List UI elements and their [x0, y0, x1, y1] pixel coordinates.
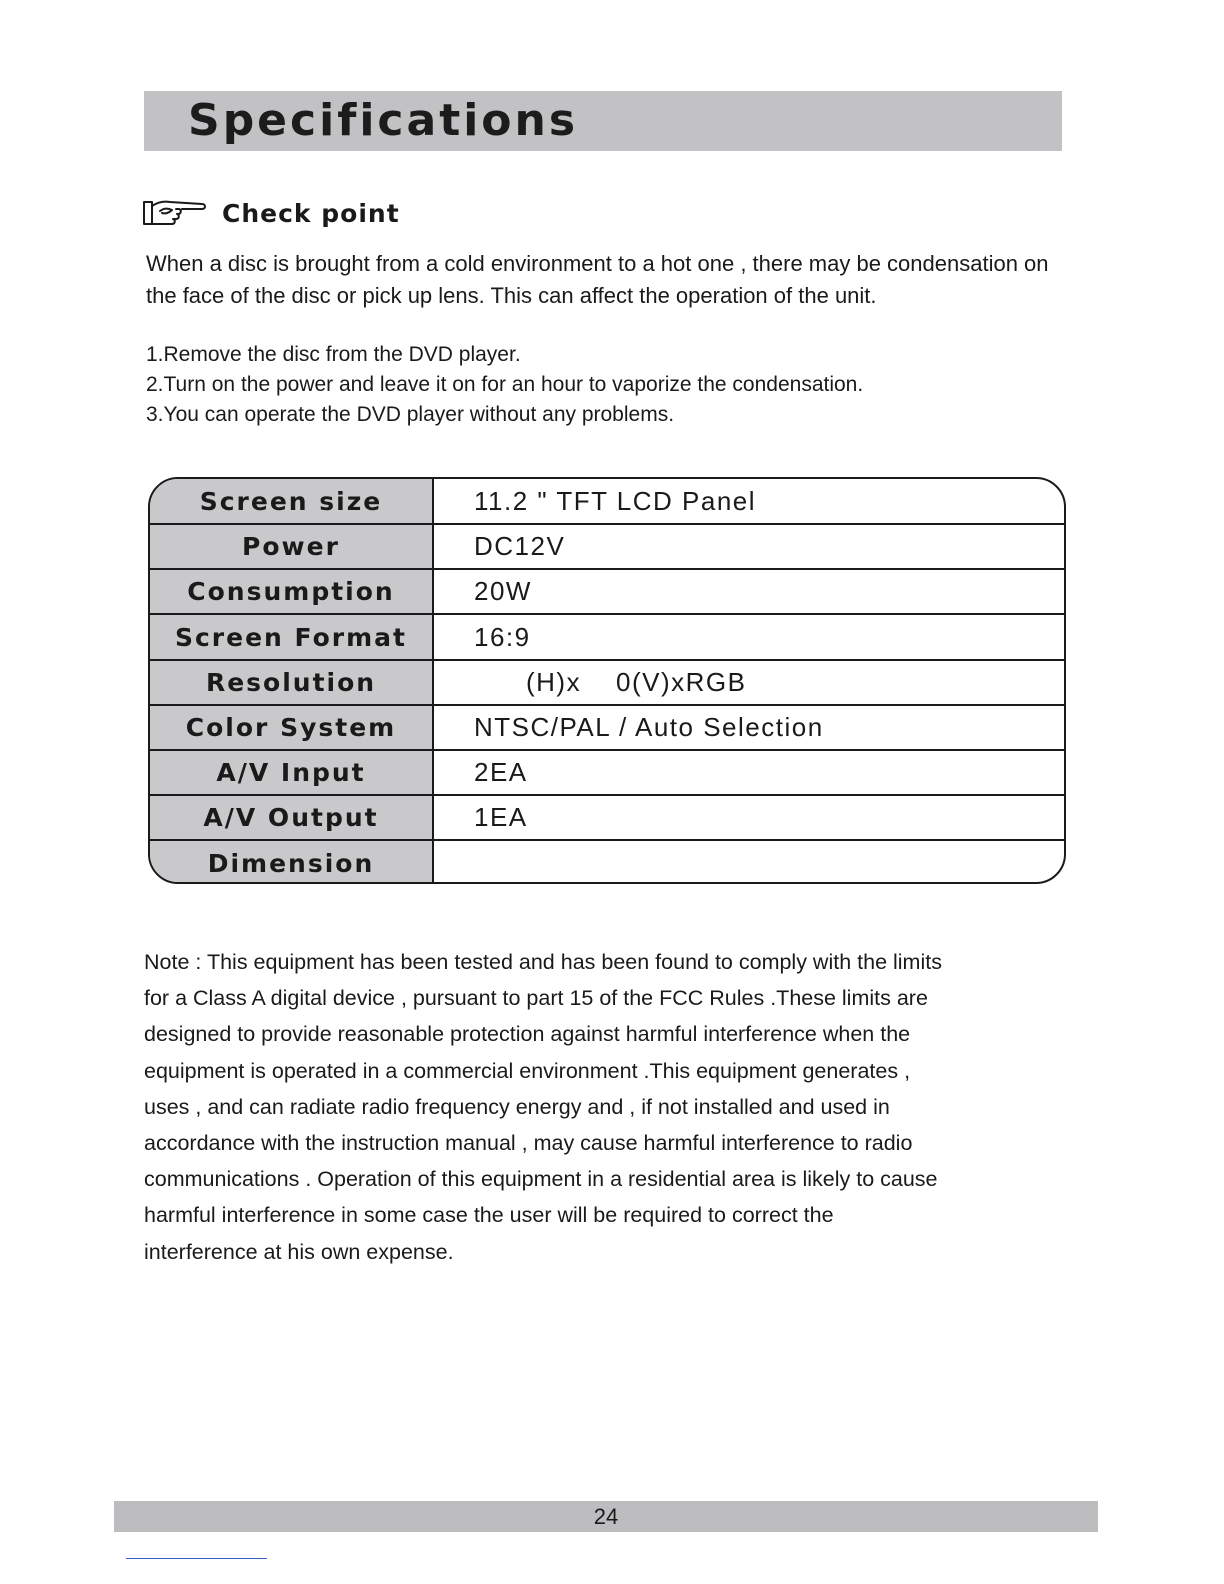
page-number: 24	[593, 1503, 619, 1529]
table-row	[150, 615, 1064, 661]
spec-table	[148, 477, 1066, 884]
fcc-note: Note : This equipment has been tested and has been found to comply with the limits for a Class A digital device , pursuant to part 15 of the FCC Rules .These limits are designed to provide reasonable protection against harmful interference when the equipment is operated in a commercial environment .This equipment generates , uses , and can radiate radio frequency energy and , if not installed and used in accordance with the instruction manual , may cause harmful interference to radio communications . Operation of this equipment in a residential area is likely to cause harmful interference in some case the user will be required to correct the interference at his own expense.	[144, 950, 942, 1264]
table-row	[150, 570, 1064, 615]
list-item: 1.Remove the disc from the DVD player.	[146, 343, 521, 366]
spec-value-color-system: NTSC/PAL / Auto Selection	[474, 712, 824, 742]
spec-label-power: Power	[150, 525, 434, 568]
list-item: 2.Turn on the power and leave it on for an hour to vaporize the condensation.	[146, 373, 864, 396]
spec-label-consumption: Consumption	[150, 570, 434, 613]
spec-value-av-input: 2EA	[474, 757, 528, 787]
title-bar	[144, 91, 1062, 151]
spec-label-screen-format: Screen Format	[150, 615, 434, 659]
spec-value-screen-format: 16:9	[474, 621, 531, 652]
spec-value-consumption: 20W	[474, 576, 532, 606]
spec-value-av-output: 1EA	[474, 802, 528, 832]
table-row	[150, 706, 1064, 751]
page-title: Specifications	[188, 95, 579, 146]
spec-value-resolution: (H)x 0(V)xRGB	[526, 667, 747, 697]
spec-value-dimension	[474, 841, 1054, 884]
spec-label-resolution: Resolution	[150, 661, 434, 704]
spec-value-screen-size: 11.2 " TFT LCD Panel	[474, 485, 757, 516]
table-row	[150, 661, 1064, 706]
spec-label-av-input: A/V Input	[150, 751, 434, 794]
footer-bar	[114, 1501, 1098, 1532]
table-row	[150, 525, 1064, 570]
intro-paragraph: When a disc is brought from a cold environment to a hot one , there may be condensation on the face of the disc or pick up lens. This can affect the operation of the unit.	[146, 251, 1049, 308]
steps-list	[146, 340, 1046, 430]
table-row	[150, 479, 1064, 525]
table-row	[150, 841, 1064, 884]
spec-label-color-system: Color System	[150, 706, 434, 749]
spec-value-power: DC12V	[474, 531, 566, 561]
pointing-hand-icon	[142, 198, 208, 228]
spec-label-av-output: A/V Output	[150, 796, 434, 839]
footer-rule	[126, 1558, 267, 1559]
checkpoint-label: Check point	[222, 199, 400, 228]
table-row	[150, 796, 1064, 841]
list-item: 3.You can operate the DVD player without any problems.	[146, 403, 675, 426]
table-row	[150, 751, 1064, 796]
spec-label-dimension: Dimension	[150, 841, 434, 884]
spec-label-screen-size: Screen size	[150, 479, 434, 523]
